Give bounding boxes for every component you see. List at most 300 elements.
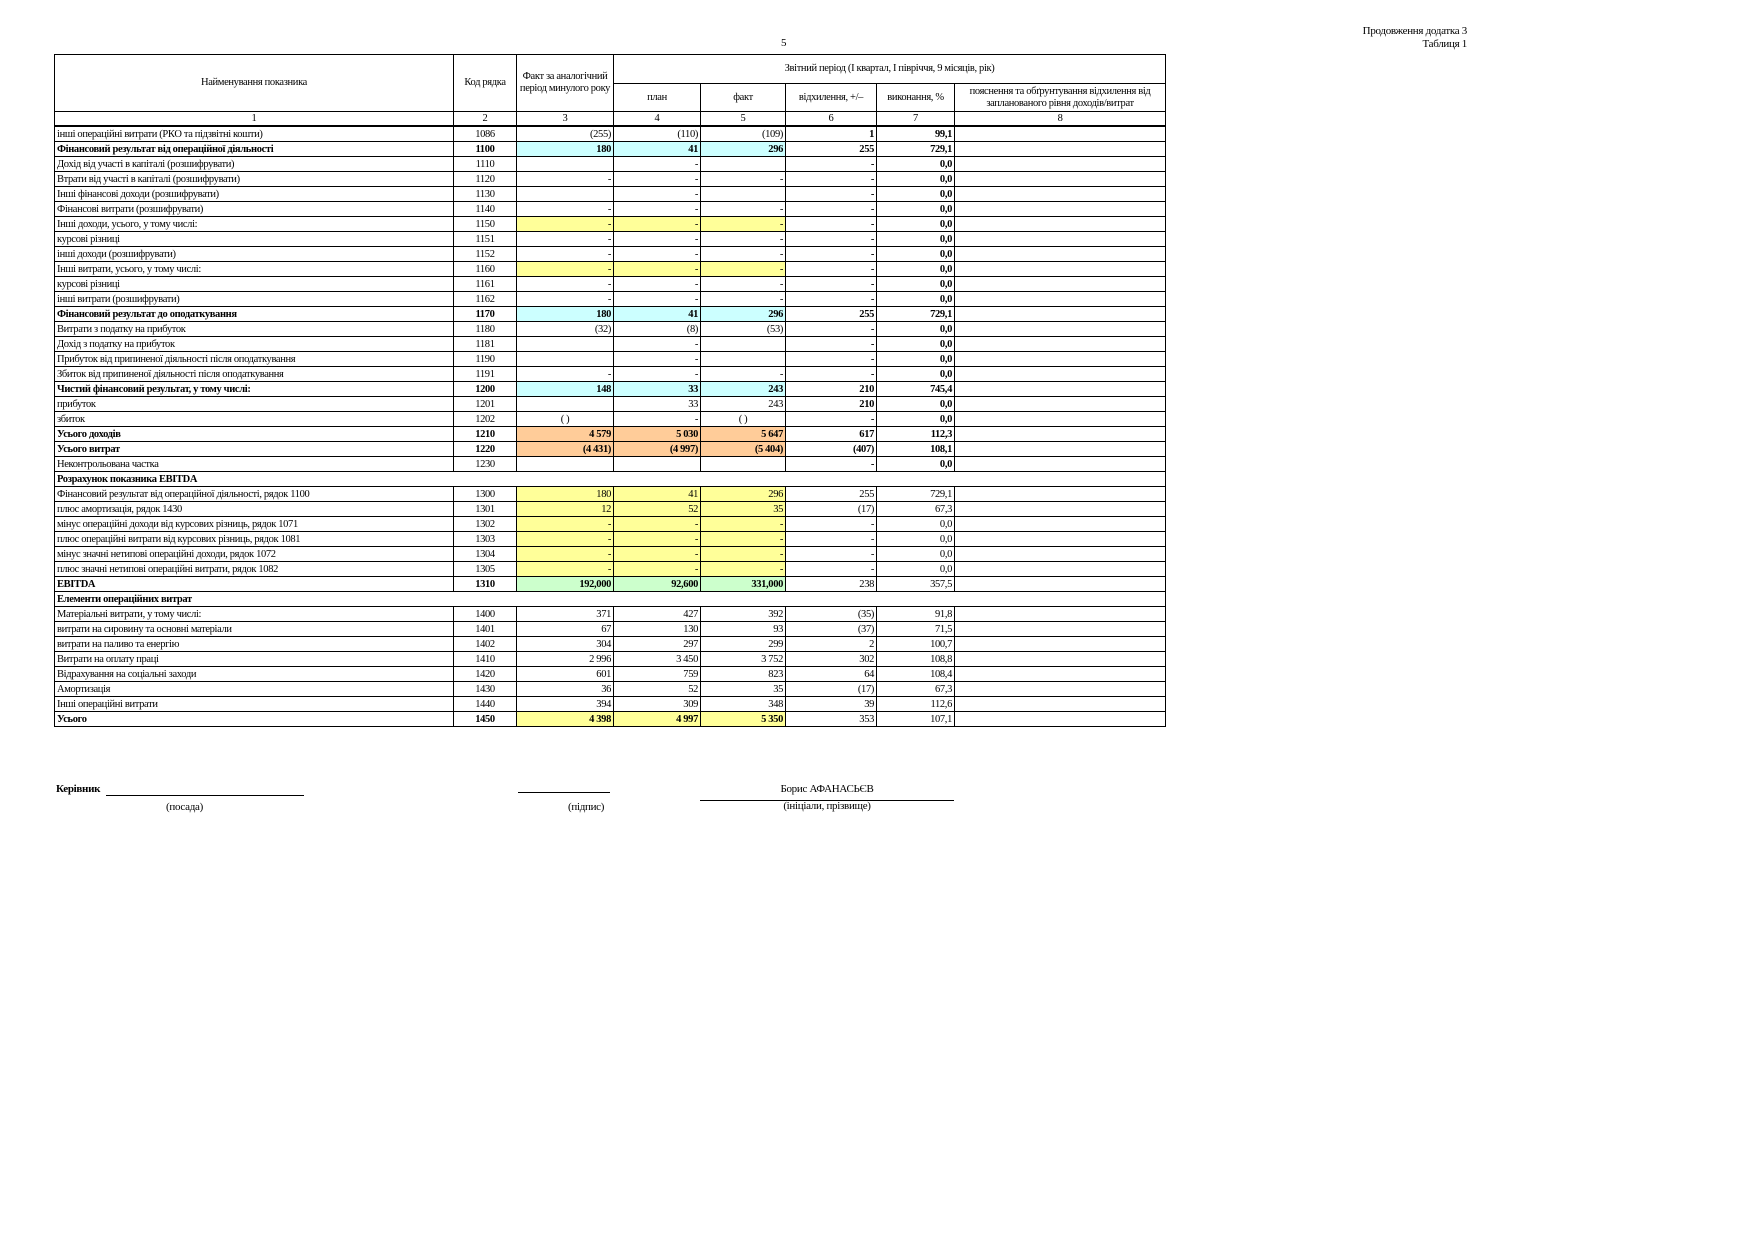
table-row (55, 202, 1166, 217)
col-header-prev-year: Факт за аналогічний період минулого року (517, 55, 614, 112)
prev-year-value: - (517, 262, 614, 277)
plan-value: - (614, 202, 701, 217)
table-row (55, 232, 1166, 247)
col-header-deviation: відхилення, +/– (786, 84, 877, 112)
row-code: 1302 (454, 517, 517, 532)
fact-value (701, 352, 786, 367)
deviation-value: 255 (786, 307, 877, 322)
fact-value: - (701, 262, 786, 277)
note-cell (955, 502, 1166, 517)
plan-value: 41 (614, 487, 701, 502)
execution-value: 99,1 (877, 126, 955, 142)
table-row (55, 712, 1166, 727)
execution-value: 745,4 (877, 382, 955, 397)
execution-value: 0,0 (877, 217, 955, 232)
row-code: 1420 (454, 667, 517, 682)
deviation-value: 39 (786, 697, 877, 712)
deviation-value: 302 (786, 652, 877, 667)
execution-value: 0,0 (877, 262, 955, 277)
row-code: 1161 (454, 277, 517, 292)
indicator-name: мінус операційні доходи від курсових різниць, рядок 1071 (55, 517, 454, 532)
note-cell (955, 547, 1166, 562)
prev-year-value: - (517, 277, 614, 292)
row-code: 1151 (454, 232, 517, 247)
fact-value: 93 (701, 622, 786, 637)
indicator-name: Амортизація (55, 682, 454, 697)
fact-value (701, 337, 786, 352)
table-row (55, 352, 1166, 367)
table-row (55, 187, 1166, 202)
note-cell (955, 232, 1166, 247)
execution-value: 0,0 (877, 517, 955, 532)
table-row (55, 247, 1166, 262)
note-cell (955, 712, 1166, 727)
execution-value: 108,4 (877, 667, 955, 682)
note-cell (955, 172, 1166, 187)
prev-year-value: - (517, 172, 614, 187)
fact-value: - (701, 217, 786, 232)
plan-value: - (614, 247, 701, 262)
execution-value: 67,3 (877, 682, 955, 697)
table-row (55, 697, 1166, 712)
prev-year-value: - (517, 217, 614, 232)
execution-value: 107,1 (877, 712, 955, 727)
plan-value: - (614, 262, 701, 277)
plan-value: - (614, 352, 701, 367)
execution-value: 0,0 (877, 202, 955, 217)
note-cell (955, 367, 1166, 382)
table-row (55, 172, 1166, 187)
plan-value: 41 (614, 307, 701, 322)
plan-value: - (614, 292, 701, 307)
row-code: 1160 (454, 262, 517, 277)
fact-value: 331,000 (701, 577, 786, 592)
note-cell (955, 562, 1166, 577)
plan-value: - (614, 367, 701, 382)
section-title: Розрахунок показника EBITDA (55, 472, 1166, 487)
plan-value: 52 (614, 682, 701, 697)
fact-value: - (701, 292, 786, 307)
col-header-period: Звітний період (I квартал, I півріччя, 9 місяців, рік) (614, 55, 1166, 84)
table-row (55, 292, 1166, 307)
indicator-name: Фінансовий результат від операційної діяльності (55, 142, 454, 157)
plan-value: - (614, 547, 701, 562)
fact-value: - (701, 172, 786, 187)
table-row (55, 277, 1166, 292)
deviation-value: - (786, 547, 877, 562)
fact-value: - (701, 532, 786, 547)
fact-value: 296 (701, 487, 786, 502)
plan-value: 4 997 (614, 712, 701, 727)
note-cell (955, 202, 1166, 217)
table-row (55, 442, 1166, 457)
deviation-value: 255 (786, 142, 877, 157)
indicator-name: Інші доходи, усього, у тому числі: (55, 217, 454, 232)
execution-value: 0,0 (877, 352, 955, 367)
row-code: 1150 (454, 217, 517, 232)
row-code: 1401 (454, 622, 517, 637)
plan-value: 3 450 (614, 652, 701, 667)
table-row (55, 307, 1166, 322)
fact-value: (5 404) (701, 442, 786, 457)
fact-value: 5 647 (701, 427, 786, 442)
deviation-value: 210 (786, 382, 877, 397)
prev-year-value: 148 (517, 382, 614, 397)
indicator-name: Дохід від участі в капіталі (розшифрувати) (55, 157, 454, 172)
execution-value: 108,8 (877, 652, 955, 667)
note-cell (955, 157, 1166, 172)
execution-value: 0,0 (877, 547, 955, 562)
note-cell (955, 262, 1166, 277)
prev-year-value: 304 (517, 637, 614, 652)
prev-year-value: 67 (517, 622, 614, 637)
plan-value: - (614, 187, 701, 202)
indicator-name: інші витрати (розшифрувати) (55, 292, 454, 307)
deviation-value: - (786, 532, 877, 547)
row-code: 1301 (454, 502, 517, 517)
note-cell (955, 607, 1166, 622)
deviation-value: - (786, 352, 877, 367)
deviation-value: - (786, 187, 877, 202)
position-line (106, 795, 304, 796)
prev-year-value (517, 352, 614, 367)
execution-value: 108,1 (877, 442, 955, 457)
row-code: 1152 (454, 247, 517, 262)
indicator-name: плюс значні нетипові операційні витрати, рядок 1082 (55, 562, 454, 577)
execution-value: 0,0 (877, 292, 955, 307)
indicator-name: витрати на сировину та основні матеріали (55, 622, 454, 637)
note-cell (955, 247, 1166, 262)
row-code: 1440 (454, 697, 517, 712)
note-cell (955, 637, 1166, 652)
plan-value: 5 030 (614, 427, 701, 442)
deviation-value: - (786, 367, 877, 382)
page-number: 5 (781, 37, 787, 49)
indicator-name: Витрати на оплату праці (55, 652, 454, 667)
note-cell (955, 322, 1166, 337)
deviation-value: (35) (786, 607, 877, 622)
execution-value: 729,1 (877, 487, 955, 502)
execution-value: 112,6 (877, 697, 955, 712)
indicator-name: Неконтрольована частка (55, 457, 454, 472)
note-cell (955, 622, 1166, 637)
fact-value: (109) (701, 126, 786, 142)
plan-value: 309 (614, 697, 701, 712)
prev-year-value: 601 (517, 667, 614, 682)
plan-value: 427 (614, 607, 701, 622)
indicator-name: Витрати з податку на прибуток (55, 322, 454, 337)
table-row (55, 126, 1166, 142)
indicator-name: Фінансовий результат від операційної діяльності, рядок 1100 (55, 487, 454, 502)
deviation-value: - (786, 322, 877, 337)
plan-value: - (614, 562, 701, 577)
row-code: 1402 (454, 637, 517, 652)
execution-value: 0,0 (877, 337, 955, 352)
row-code: 1200 (454, 382, 517, 397)
col-number: 8 (955, 112, 1166, 127)
table-row (55, 157, 1166, 172)
table-row (55, 337, 1166, 352)
note-cell (955, 126, 1166, 142)
position-caption: (посада) (166, 801, 203, 813)
note-cell (955, 307, 1166, 322)
column-numbers-row (55, 112, 1166, 127)
plan-value: - (614, 157, 701, 172)
deviation-value: 255 (786, 487, 877, 502)
prev-year-value: 394 (517, 697, 614, 712)
plan-value: - (614, 277, 701, 292)
deviation-value: 210 (786, 397, 877, 412)
prev-year-value: 2 996 (517, 652, 614, 667)
table-row (55, 667, 1166, 682)
col-header-plan: план (614, 84, 701, 112)
fact-value: 3 752 (701, 652, 786, 667)
col-header-execution: виконання, % (877, 84, 955, 112)
prev-year-value: - (517, 232, 614, 247)
note-cell (955, 667, 1166, 682)
row-code: 1181 (454, 337, 517, 352)
execution-value: 0,0 (877, 232, 955, 247)
prev-year-value (517, 157, 614, 172)
indicator-name: Збиток від припиненої діяльності після оподаткування (55, 367, 454, 382)
deviation-value: - (786, 202, 877, 217)
prev-year-value: - (517, 517, 614, 532)
row-code: 1190 (454, 352, 517, 367)
prev-year-value: 180 (517, 142, 614, 157)
indicator-name: Усього доходів (55, 427, 454, 442)
fact-value (701, 187, 786, 202)
note-cell (955, 397, 1166, 412)
note-cell (955, 292, 1166, 307)
prev-year-value: 371 (517, 607, 614, 622)
row-code: 1300 (454, 487, 517, 502)
indicator-name: курсові різниці (55, 277, 454, 292)
execution-value: 357,5 (877, 577, 955, 592)
deviation-value: (17) (786, 502, 877, 517)
prev-year-value: ( ) (517, 412, 614, 427)
row-code: 1120 (454, 172, 517, 187)
deviation-value: - (786, 217, 877, 232)
indicator-name: збиток (55, 412, 454, 427)
indicator-name: Фінансові витрати (розшифрувати) (55, 202, 454, 217)
indicator-name: витрати на паливо та енергію (55, 637, 454, 652)
note-cell (955, 442, 1166, 457)
indicator-name: прибуток (55, 397, 454, 412)
execution-value: 0,0 (877, 187, 955, 202)
plan-value: 52 (614, 502, 701, 517)
col-number: 6 (786, 112, 877, 127)
execution-value: 0,0 (877, 562, 955, 577)
indicator-name: Дохід з податку на прибуток (55, 337, 454, 352)
fact-value: 243 (701, 382, 786, 397)
indicator-name: Усього (55, 712, 454, 727)
indicator-name: курсові різниці (55, 232, 454, 247)
note-cell (955, 142, 1166, 157)
row-code: 1450 (454, 712, 517, 727)
deviation-value: - (786, 262, 877, 277)
plan-value: - (614, 337, 701, 352)
prev-year-value: (32) (517, 322, 614, 337)
deviation-value: (407) (786, 442, 877, 457)
execution-value: 100,7 (877, 637, 955, 652)
indicator-name: Відрахування на соціальні заходи (55, 667, 454, 682)
plan-value (614, 457, 701, 472)
note-cell (955, 697, 1166, 712)
row-code: 1170 (454, 307, 517, 322)
table-row (55, 517, 1166, 532)
indicator-name: плюс амортизація, рядок 1430 (55, 502, 454, 517)
row-code: 1410 (454, 652, 517, 667)
fact-value: - (701, 247, 786, 262)
plan-value: - (614, 217, 701, 232)
indicator-name: інші доходи (розшифрувати) (55, 247, 454, 262)
table-row (55, 367, 1166, 382)
row-code: 1130 (454, 187, 517, 202)
fact-value (701, 157, 786, 172)
note-cell (955, 187, 1166, 202)
table-row (55, 607, 1166, 622)
execution-value: 71,5 (877, 622, 955, 637)
execution-value: 0,0 (877, 277, 955, 292)
prev-year-value: 12 (517, 502, 614, 517)
indicator-name: EBITDA (55, 577, 454, 592)
row-code: 1304 (454, 547, 517, 562)
plan-value: (110) (614, 126, 701, 142)
plan-value: 33 (614, 382, 701, 397)
execution-value: 0,0 (877, 532, 955, 547)
prev-year-value: 180 (517, 487, 614, 502)
plan-value: (8) (614, 322, 701, 337)
indicator-name: Прибуток від припиненої діяльності після оподаткування (55, 352, 454, 367)
plan-value: 759 (614, 667, 701, 682)
deviation-value: - (786, 172, 877, 187)
indicator-name: Матеріальні витрати, у тому числі: (55, 607, 454, 622)
prev-year-value (517, 337, 614, 352)
plan-value: 297 (614, 637, 701, 652)
table-row (55, 577, 1166, 592)
note-cell (955, 517, 1166, 532)
execution-value: 67,3 (877, 502, 955, 517)
fact-value: - (701, 547, 786, 562)
table-row (55, 412, 1166, 427)
execution-value: 112,3 (877, 427, 955, 442)
row-code: 1086 (454, 126, 517, 142)
prev-year-value: (4 431) (517, 442, 614, 457)
section-row (55, 592, 1166, 607)
row-code: 1140 (454, 202, 517, 217)
deviation-value: 64 (786, 667, 877, 682)
table-row (55, 487, 1166, 502)
execution-value: 0,0 (877, 157, 955, 172)
row-code: 1430 (454, 682, 517, 697)
deviation-value: - (786, 562, 877, 577)
plan-value: 92,600 (614, 577, 701, 592)
table-row (55, 322, 1166, 337)
fact-value: - (701, 277, 786, 292)
row-code: 1220 (454, 442, 517, 457)
deviation-value: - (786, 337, 877, 352)
prev-year-value: - (517, 202, 614, 217)
fact-value: 35 (701, 502, 786, 517)
indicator-name: Інші фінансові доходи (розшифрувати) (55, 187, 454, 202)
deviation-value: 238 (786, 577, 877, 592)
col-number: 5 (701, 112, 786, 127)
col-number: 3 (517, 112, 614, 127)
plan-value: 130 (614, 622, 701, 637)
section-row (55, 472, 1166, 487)
note-cell (955, 487, 1166, 502)
row-code: 1191 (454, 367, 517, 382)
table-label: Таблиця 1 (1422, 38, 1467, 50)
note-cell (955, 652, 1166, 667)
note-cell (955, 337, 1166, 352)
table-row (55, 382, 1166, 397)
execution-value: 729,1 (877, 142, 955, 157)
note-cell (955, 412, 1166, 427)
prev-year-value: 36 (517, 682, 614, 697)
table-row (55, 142, 1166, 157)
table-row (55, 502, 1166, 517)
row-code: 1310 (454, 577, 517, 592)
fact-value: 243 (701, 397, 786, 412)
head-name: Борис АФАНАСЬЄВ (780, 783, 874, 795)
deviation-value: - (786, 247, 877, 262)
prev-year-value (517, 187, 614, 202)
col-number: 7 (877, 112, 955, 127)
financial-results-table (54, 54, 1166, 727)
table-row (55, 217, 1166, 232)
indicator-name: Усього витрат (55, 442, 454, 457)
note-cell (955, 532, 1166, 547)
note-cell (955, 382, 1166, 397)
row-code: 1162 (454, 292, 517, 307)
indicator-name: інші операційні витрати (РКО та підзвітні кошти) (55, 126, 454, 142)
fact-value: ( ) (701, 412, 786, 427)
col-header-name: Найменування показника (55, 55, 454, 112)
row-code: 1210 (454, 427, 517, 442)
deviation-value: (17) (786, 682, 877, 697)
fact-value: 392 (701, 607, 786, 622)
indicator-name: Інші операційні витрати (55, 697, 454, 712)
head-label: Керівник (56, 783, 101, 795)
execution-value: 729,1 (877, 307, 955, 322)
prev-year-value: 4 579 (517, 427, 614, 442)
fact-value: 299 (701, 637, 786, 652)
execution-value: 91,8 (877, 607, 955, 622)
prev-year-value: - (517, 562, 614, 577)
deviation-value: 1 (786, 126, 877, 142)
table-row (55, 547, 1166, 562)
deviation-value: 353 (786, 712, 877, 727)
note-cell (955, 427, 1166, 442)
deviation-value: - (786, 157, 877, 172)
fact-value: (53) (701, 322, 786, 337)
note-cell (955, 217, 1166, 232)
execution-value: 0,0 (877, 412, 955, 427)
deviation-value: - (786, 232, 877, 247)
section-title: Елементи операційних витрат (55, 592, 1166, 607)
table-row (55, 262, 1166, 277)
prev-year-value: 192,000 (517, 577, 614, 592)
deviation-value: - (786, 517, 877, 532)
deviation-value: 617 (786, 427, 877, 442)
row-code: 1303 (454, 532, 517, 547)
row-code: 1100 (454, 142, 517, 157)
table-row (55, 532, 1166, 547)
deviation-value: - (786, 277, 877, 292)
fact-value: 823 (701, 667, 786, 682)
plan-value: 41 (614, 142, 701, 157)
